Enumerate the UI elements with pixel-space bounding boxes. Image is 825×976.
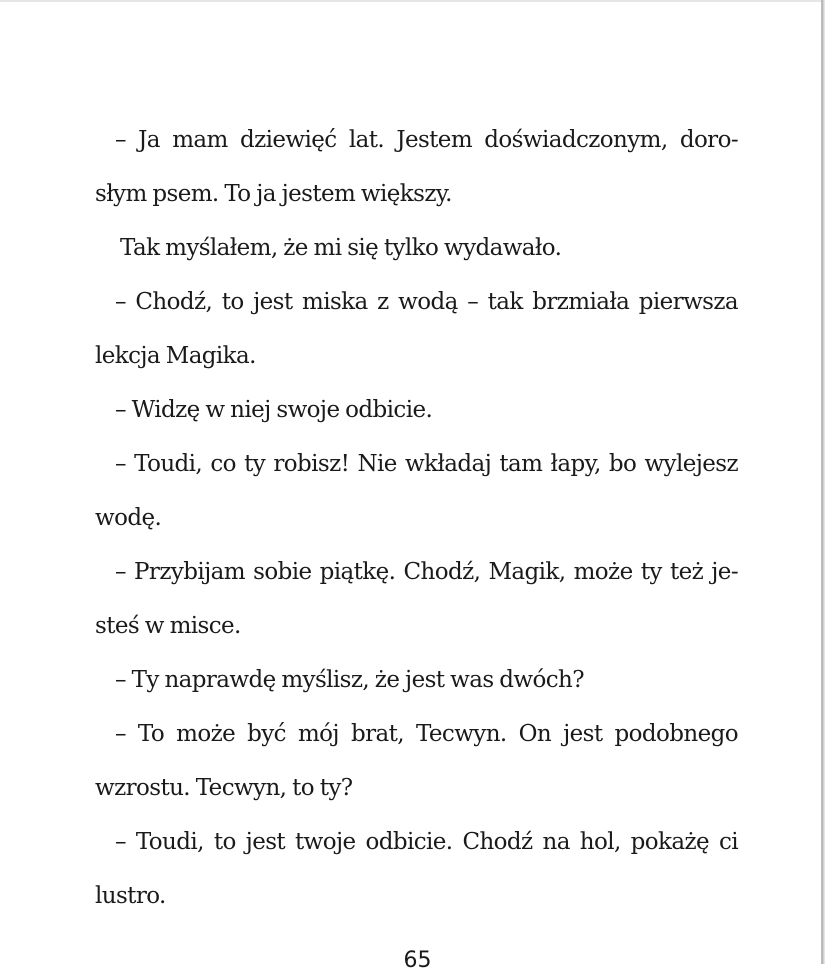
text-line: – To może być mój brat, Tecwyn. On jest podobnego <box>115 721 738 747</box>
text-line: Tak myślałem, że mi się tylko wydawało. <box>120 235 562 261</box>
page-number: 65 <box>403 948 432 973</box>
paragraph-dialogue <box>95 815 738 923</box>
page-edge-divider <box>821 0 825 964</box>
text-line: lekcja Magika. <box>95 343 256 369</box>
text-line: steś w misce. <box>95 613 241 639</box>
text-line: wodę. <box>95 505 162 531</box>
text-line: – Ja mam dziewięć lat. Jestem doświadczonym, doro- <box>115 127 738 153</box>
paragraph-dialogue <box>95 383 738 437</box>
paragraph-dialogue <box>95 113 738 221</box>
text-line: słym psem. To ja jestem większy. <box>95 181 452 207</box>
paragraph-dialogue <box>95 707 738 815</box>
text-line: wzrostu. Tecwyn, to ty? <box>95 775 353 801</box>
paragraph-dialogue <box>95 275 738 383</box>
text-line: – Chodź, to jest miska z wodą – tak brzmiała pierwsza <box>115 289 738 315</box>
paragraph-dialogue <box>95 437 738 545</box>
text-line: – Toudi, to jest twoje odbicie. Chodź na hol, pokażę ci <box>115 829 738 855</box>
text-line: lustro. <box>95 883 166 909</box>
text-line: – Przybijam sobie piątkę. Chodź, Magik, może ty też je- <box>115 559 738 585</box>
text-line: – Ty naprawdę myślisz, że jest was dwóch? <box>115 667 584 693</box>
paragraph-narration <box>95 221 738 275</box>
page-text <box>95 113 738 923</box>
text-line: – Widzę w niej swoje odbicie. <box>115 397 433 423</box>
paragraph-dialogue <box>95 545 738 653</box>
paragraph-dialogue <box>95 653 738 707</box>
text-line: – Toudi, co ty robisz! Nie wkładaj tam łapy, bo wylejesz <box>115 451 738 477</box>
